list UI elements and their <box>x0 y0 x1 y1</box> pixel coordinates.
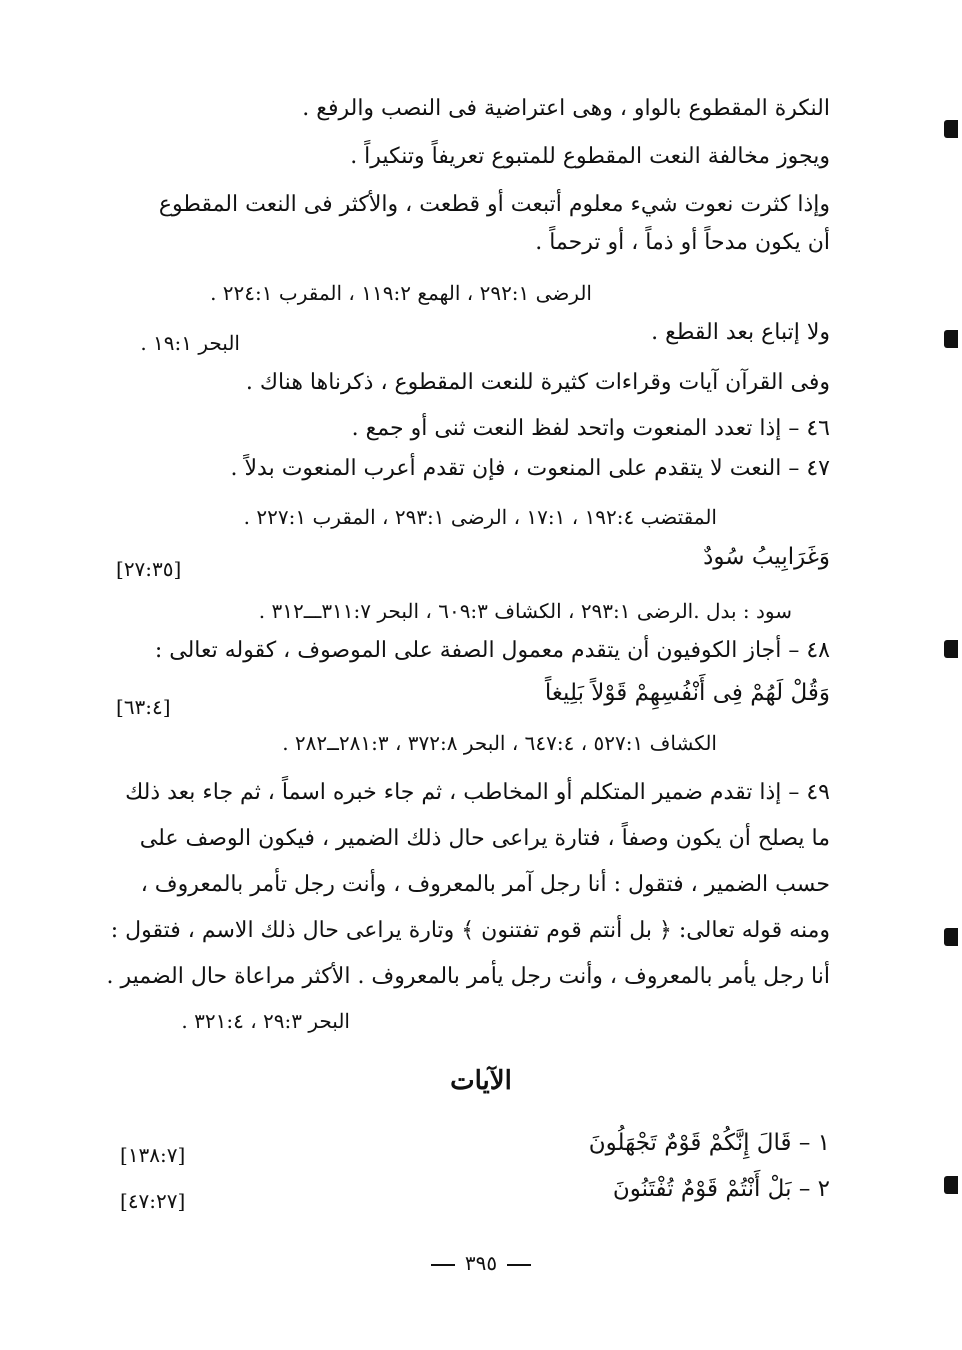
verse-reference: [١٣٨:٧] <box>120 1143 186 1167</box>
text-line: ومنه قوله تعالى: ﴿ بل أنتم قوم تفتنون ﴾ وتارة يراعى حال ذلك الاسم ، فتقول : <box>110 918 830 943</box>
text-line: أن يكون مدحاً أو ذماً ، أو ترحماً . <box>535 230 830 255</box>
edge-mark <box>944 120 958 138</box>
text-line: ما يصلح أن يكون وصفاً ، فتارة يراعى حال ذلك الضمير ، فيكون الوصف على <box>139 826 830 851</box>
dash-decoration <box>507 1264 531 1266</box>
reference-line: المقتضب ١٩٢:٤ ، ١٧:١ ، الرضى ٢٩٣:١ ، المقرب ٢٢٧:١ . <box>243 505 717 529</box>
verse-reference: [٤٧:٢٧] <box>120 1189 186 1213</box>
edge-mark <box>944 928 958 946</box>
page-number-value: ٣٩٥ <box>464 1251 498 1275</box>
reference-line: البحر ١٩:١ . <box>140 331 240 355</box>
quran-quote: وَغَرَابِيبُ سُودٌ <box>703 544 830 570</box>
verse-line: ١ – قَالَ إِنَّكُمْ قَوْمٌ تَجْهَلُونَ <box>588 1130 830 1156</box>
dash-decoration <box>431 1264 455 1266</box>
edge-mark <box>944 330 958 348</box>
text-line: ٤٧ – النعت لا يتقدم على المنعوت ، فإن تقدم أعرب المنعوت بدلاً . <box>230 456 830 481</box>
text-line: ولا إتباع بعد القطع . <box>651 320 830 345</box>
edge-mark <box>944 1176 958 1194</box>
text-line: النكرة المقطوع بالواو ، وهى اعتراضية فى النصب والرفع . <box>302 96 830 121</box>
edge-mark <box>944 640 958 658</box>
text-line: وإذا كثرت نعوت شيء معلوم أتبعت أو قطعت ، والأكثر فى النعت المقطوع <box>158 192 830 217</box>
verse-line: ٢ – بَلْ أَنْتُمْ قَوْمٌ تُفْتَنُونَ <box>612 1176 830 1202</box>
text-line: ٤٩ – إذا تقدم ضمير المتكلم أو المخاطب ، ثم جاء خبره اسماً ، ثم جاء بعد ذلك <box>125 780 830 805</box>
text-line: وفى القرآن آيات وقراءات كثيرة للنعت المقطوع ، ذكرناها هناك . <box>245 370 830 395</box>
text-line: أنا رجل يأمر بالمعروف ، وأنت رجل يأمر بالمعروف . الأكثر مراعاة حال الضمير . <box>106 964 830 989</box>
reference-line: الرضى ٢٩٢:١ ، الهمع ١١٩:٢ ، المقرب ٢٢٤:١ . <box>210 281 592 305</box>
verse-reference: [٢٧:٣٥] <box>116 557 182 581</box>
page-number <box>0 1246 962 1280</box>
verse-reference: [٦٣:٤] <box>116 695 171 719</box>
reference-line: الكشاف ٥٢٧:١ ، ٦٤٧:٤ ، البحر ٣٧٢:٨ ، ٢٨١:٣ــ٢٨٢ . <box>282 731 717 755</box>
quran-quote: وَقُلْ لَهُمْ فِى أَنْفُسِهِمْ قَوْلاً بَلِيغاً <box>544 680 830 706</box>
text-line: ويجوز مخالفة النعت المقطوع للمتبوع تعريفاً وتنكيراً . <box>350 144 830 169</box>
section-heading: الآيات <box>450 1066 512 1096</box>
reference-line: سود : بدل .الرضى ٢٩٣:١ ، الكشاف ٦٠٩:٣ ، البحر ٣١١:٧ـــ٣١٢ . <box>258 599 792 623</box>
reference-line: البحر ٢٩:٣ ، ٣٢١:٤ . <box>181 1009 350 1033</box>
text-line: ٤٦ – إذا تعدد المنعوت واتحد لفظ النعت ثنى أو جمع . <box>351 416 830 441</box>
text-line: حسب الضمير ، فتقول : أنا رجل آمر بالمعروف ، وأنت رجل تأمر بالمعروف ، <box>140 872 830 897</box>
text-line: ٤٨ – أجاز الكوفيون أن يتقدم معمول الصفة على الموصوف ، كقوله تعالى : <box>154 638 830 663</box>
